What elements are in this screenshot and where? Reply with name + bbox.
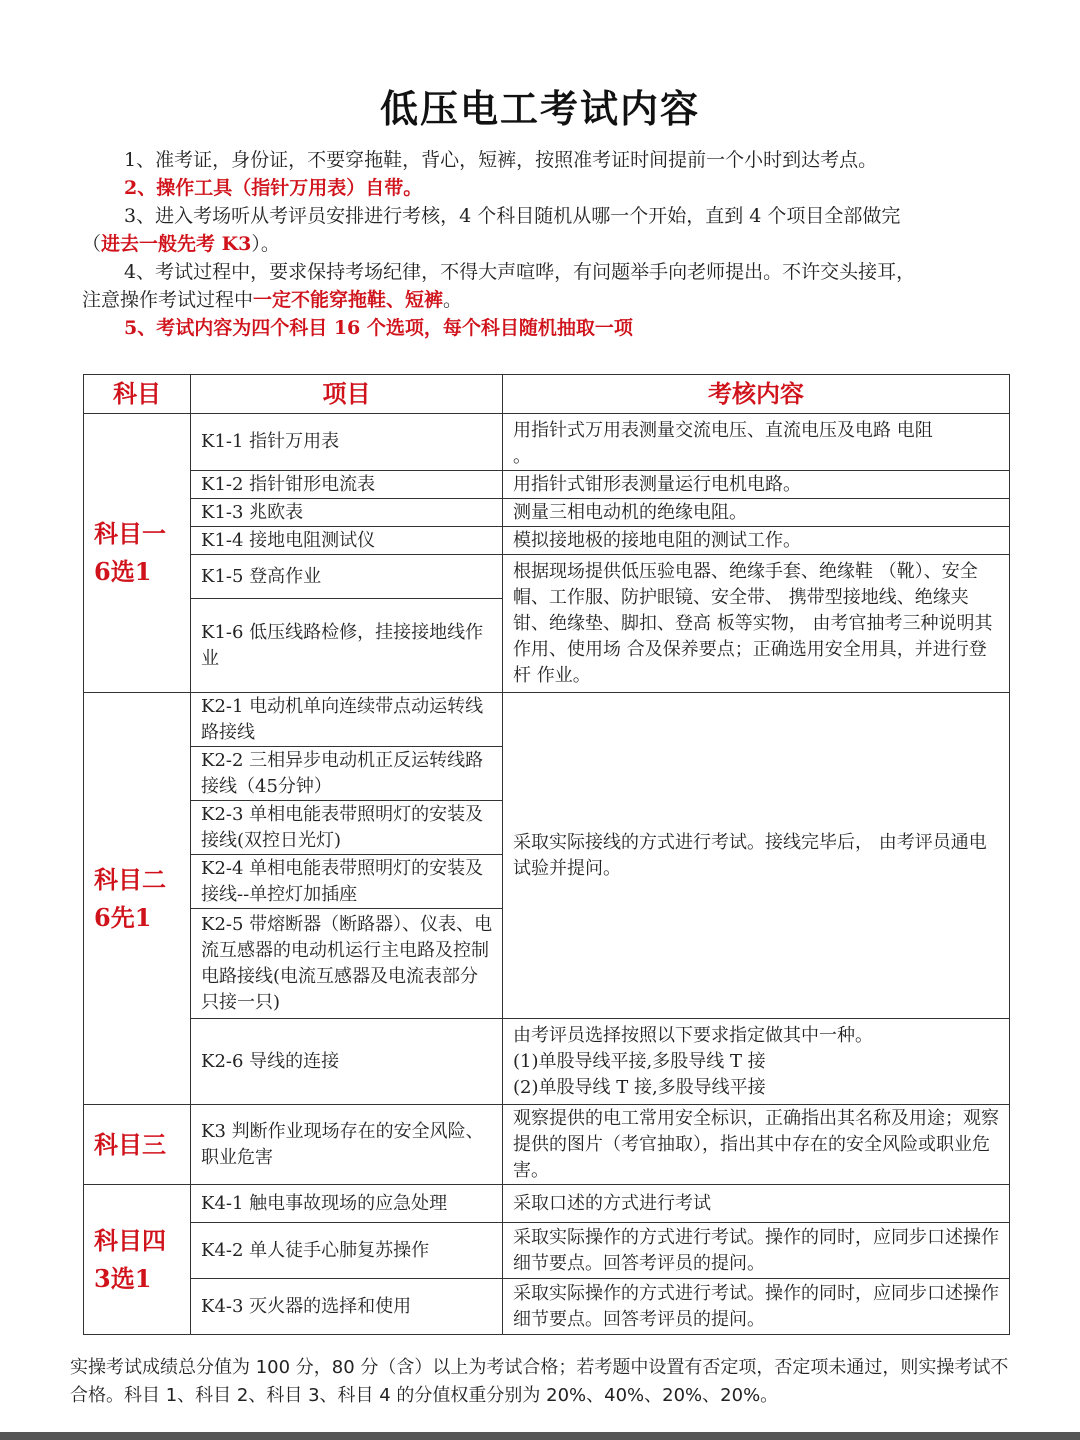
content-k1-5-6: 根据现场提供低压验电器、绝缘手套、绝缘鞋 （靴）、安全帽、工作服、防护眼镜、安全带、 携带型接地线、绝缘夹钳、绝缘垫、脚扣、登高 板等实物， 由考官抽考三种说明其作用、使用场 合及保养要点；正确选用安全用具，并进行登杆 作业。	[503, 555, 1010, 693]
content-k2-1-5: 采取实际接线的方式进行考试。接线完毕后， 由考评员通电试验并提问。	[503, 693, 1010, 1019]
note-4: 4、考试过程中，要求保持考场纪律，不得大声喧哗，有问题举手向老师提出。不许交头接耳，	[124, 261, 916, 283]
item-k2-4: K2-4 单相电能表带照明灯的安装及接线--单控灯加插座	[191, 855, 503, 909]
table-row	[84, 555, 1010, 599]
note-3-cont	[82, 230, 1012, 258]
subject-3-name: 科目三	[94, 1129, 166, 1159]
item-k1-6: K1-6 低压线路检修，挂接接地线作业	[191, 599, 503, 693]
note-4-cont	[82, 286, 1012, 314]
note-3-highlight: 进去一般先考 K3	[101, 233, 252, 255]
subject-1	[84, 414, 191, 693]
item-k2-1: K2-1 电动机单向连续带点动运转线路接线	[191, 693, 503, 747]
item-k2-2: K2-2 三相异步电动机正反运转线路接线（45分钟）	[191, 747, 503, 801]
item-k1-4: K1-4 接地电阻测试仪	[191, 527, 503, 555]
item-k1-1: K1-1 指针万用表	[191, 414, 503, 471]
item-k4-3: K4-3 灭火器的选择和使用	[191, 1279, 503, 1335]
content-k4-1: 采取口述的方式进行考试	[503, 1185, 1010, 1223]
table-row	[84, 414, 1010, 471]
table-row	[84, 1279, 1010, 1335]
item-k2-5: K2-5 带熔断器（断路器）、仪表、电流互感器的电动机运行主电路及控制电路接线(电流互感器及电流表部分只接一只)	[191, 909, 503, 1019]
item-k2-6: K2-6 导线的连接	[191, 1019, 503, 1105]
content-k2-6-line: 由考评员选择按照以下要求指定做其中一种。	[513, 1024, 873, 1046]
content-k2-6	[503, 1019, 1010, 1105]
content-k1-3: 测量三相电动机的绝缘电阻。	[503, 499, 1010, 527]
table-row	[84, 1223, 1010, 1279]
item-k3: K3 判断作业现场存在的安全风险、职业危害	[191, 1105, 503, 1185]
page-title: 低压电工考试内容	[379, 87, 700, 131]
subject-2	[84, 693, 191, 1105]
subject-2-pick: 6先1	[94, 902, 152, 932]
content-k4-3: 采取实际操作的方式进行考试。操作的同时，应同步口述操作细节要点。回答考评员的提问。	[503, 1279, 1010, 1335]
table-row	[84, 471, 1010, 499]
note-3-close: ）。	[251, 233, 280, 255]
table-row	[84, 527, 1010, 555]
item-k1-5: K1-5 登高作业	[191, 555, 503, 599]
table-row	[84, 693, 1010, 747]
scoring-note: 实操考试成绩总分值为 100 分，80 分（含）以上为考试合格；若考题中设置有否定项，否定项未通过，则实操考试不合格。科目 1、科目 2、科目 3、科目 4 的分值权重分别为 20%、40%、20%、20%。	[70, 1357, 1009, 1406]
table-row	[84, 499, 1010, 527]
item-k2-3: K2-3 单相电能表带照明灯的安装及接线(双控日光灯)	[191, 801, 503, 855]
note-4-highlight: 一定不能穿拖鞋、短裤	[253, 289, 444, 311]
content-k1-4: 模拟接地极的接地电阻的测试工作。	[503, 527, 1010, 555]
header-subject: 科目	[84, 375, 191, 414]
subject-2-name: 科目二	[94, 864, 166, 894]
table-header-row	[84, 375, 1010, 414]
subject-1-pick: 6选1	[94, 557, 152, 586]
content-k1-1	[503, 414, 1010, 471]
note-3: 3、进入考场听从考评员安排进行考核，4 个科目随机从哪一个开始，直到 4 个项目全部做完	[124, 205, 901, 227]
bottom-bar	[0, 1432, 1080, 1440]
content-k4-2: 采取实际操作的方式进行考试。操作的同时，应同步口述操作细节要点。回答考评员的提问。	[503, 1223, 1010, 1279]
note-1: 1、准考证，身份证，不要穿拖鞋，背心，短裤，按照准考证时间提前一个小时到达考点。	[124, 149, 878, 171]
item-k4-2: K4-2 单人徒手心肺复苏操作	[191, 1223, 503, 1279]
header-content: 考核内容	[503, 375, 1010, 414]
subject-1-name: 科目一	[94, 519, 166, 548]
content-k2-6-line: (1)单股导线平接,多股导线 T 接	[513, 1050, 766, 1072]
subject-4-name: 科目四	[94, 1225, 166, 1255]
note-4-plain: 注意操作考试过程中	[82, 289, 254, 311]
subject-3	[84, 1105, 191, 1185]
note-4-end: 。	[443, 289, 463, 311]
note-3-open: （	[82, 233, 102, 255]
note-2: 2、操作工具（指针万用表）自带。	[124, 177, 423, 199]
item-k1-3: K1-3 兆欧表	[191, 499, 503, 527]
content-k1-2: 用指针式钳形表测量运行电机电路。	[503, 471, 1010, 499]
exam-table	[83, 374, 1010, 1335]
item-k4-1: K4-1 触电事故现场的应急处理	[191, 1185, 503, 1223]
content-k3: 观察提供的电工常用安全标识，正确指出其名称及用途；观察提供的图片（考官抽取），指出其中存在的安全风险或职业危害。	[503, 1105, 1010, 1185]
table-row	[84, 1105, 1010, 1185]
subject-4-pick: 3选1	[94, 1263, 152, 1293]
table-row	[84, 1019, 1010, 1105]
note-5: 5、考试内容为四个科目 16 个选项，每个科目随机抽取一项	[124, 317, 633, 339]
header-item: 项目	[191, 375, 503, 414]
table-row	[84, 1185, 1010, 1223]
content-k1-1-text: 用指针式万用表测量交流电压、直流电压及电路 电阻	[513, 420, 933, 441]
content-k2-6-line: (2)单股导线 T 接,多股导线平接	[513, 1076, 766, 1098]
subject-4	[84, 1185, 191, 1335]
item-k1-2: K1-2 指针钳形电流表	[191, 471, 503, 499]
exam-notes	[82, 146, 1012, 342]
content-k1-1-tail: 。	[513, 446, 531, 467]
